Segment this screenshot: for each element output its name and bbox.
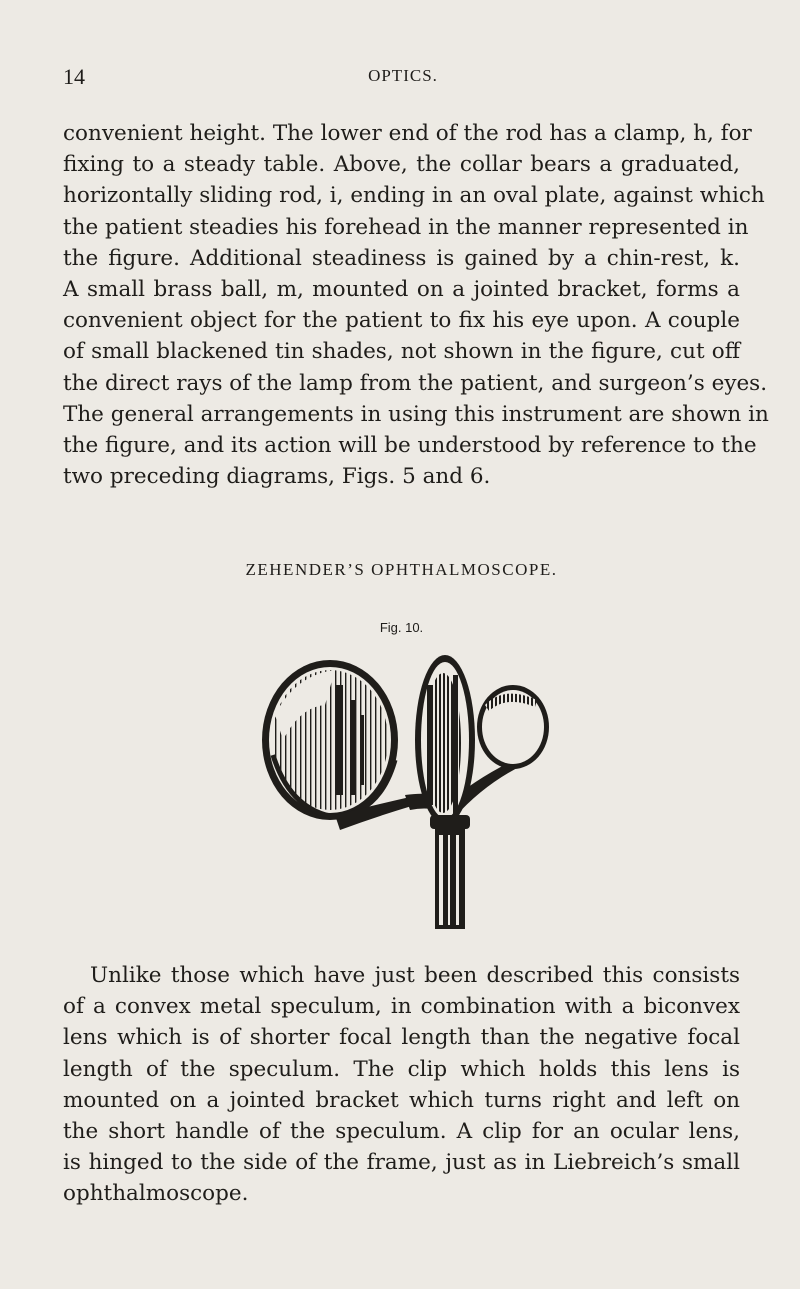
lens-clip (415, 655, 475, 825)
text-line: the direct rays of the lamp from the patient, and surgeon’s eyes. (63, 370, 768, 396)
section-heading: ZEHENDER’S OPHTHALMOSCOPE. (245, 560, 558, 579)
text-line: ophthalmoscope. (63, 1181, 249, 1207)
text-line: A small brass ball, m, mounted on a jointed bracket, forms a (63, 277, 740, 303)
text-line: the figure, and its action will be understood by reference to the (63, 433, 757, 459)
text-line: length of the speculum. The clip which holds this lens is (63, 1056, 740, 1082)
speculum (262, 660, 398, 820)
text-line: Unlike those which have just been described this consists (90, 963, 740, 988)
paragraph-2 (63, 960, 740, 1210)
text-line: the patient steadies his forehead in the manner represented in (63, 214, 749, 240)
ocular-lens-clip (477, 685, 549, 769)
text-line: lens which is of shorter focal length than the negative focal (63, 1025, 740, 1051)
running-title: OPTICS. (368, 66, 438, 85)
ophthalmoscope-illustration (255, 645, 555, 935)
handle (430, 815, 470, 929)
figure-label: Fig. 10. (379, 620, 424, 635)
text-line: the short handle of the speculum. A clip for an ocular lens, (63, 1119, 740, 1145)
text-line: fixing to a steady table. Above, the collar bears a graduated, (63, 152, 740, 178)
text-line: The general arrangements in using this instrument are shown in (63, 401, 769, 427)
page-number: 14 (63, 64, 85, 89)
paragraph-1 (63, 118, 769, 492)
text-line: convenient object for the patient to fix his eye upon. A couple (63, 308, 740, 334)
text-line: is hinged to the side of the frame, just as in Liebreich’s small (63, 1150, 740, 1176)
text-line: mounted on a jointed bracket which turns right and left on (63, 1087, 740, 1113)
text-line: the figure. Additional steadiness is gained by a chin-rest, k. (63, 245, 740, 271)
text-line: two preceding diagrams, Figs. 5 and 6. (63, 464, 491, 490)
text-line: convenient height. The lower end of the rod has a clamp, h, for (63, 121, 752, 146)
running-head (63, 64, 743, 94)
text-line: horizontally sliding rod, i, ending in an oval plate, against which (63, 183, 765, 209)
text-line: of a convex metal speculum, in combination with a biconvex (63, 994, 740, 1020)
text-line: of small blackened tin shades, not shown in the figure, cut off (63, 339, 740, 365)
